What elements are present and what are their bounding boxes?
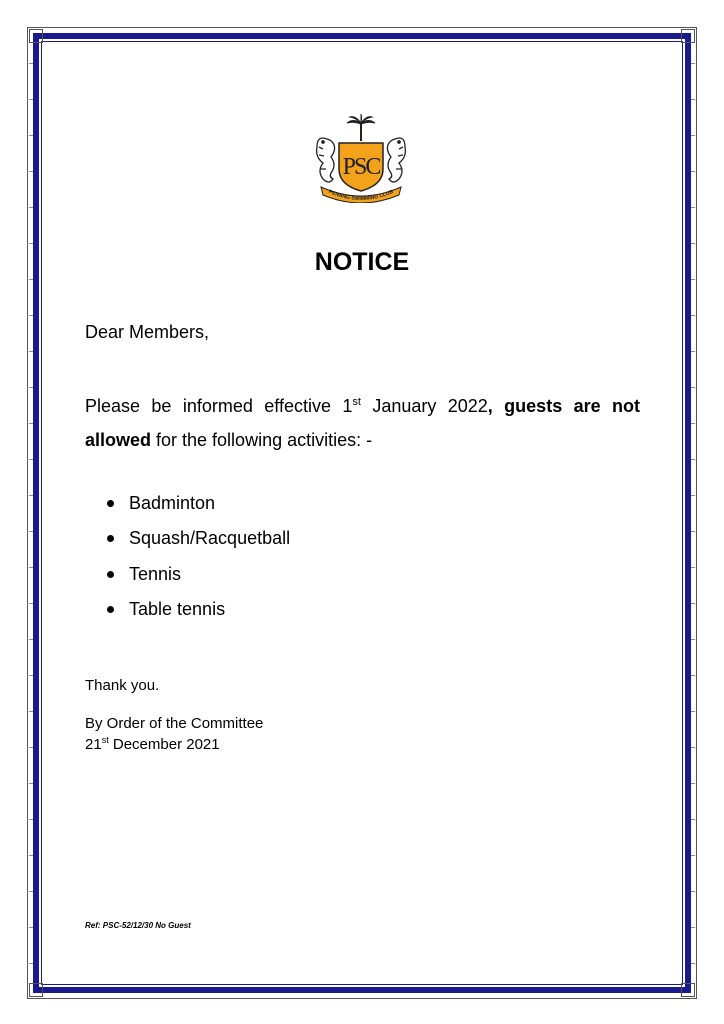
intro-paragraph (85, 389, 640, 457)
bullet-icon (107, 500, 114, 507)
thank-you-text: Thank you. (85, 677, 160, 694)
palm-tree-icon (347, 114, 375, 141)
notice-title: NOTICE (314, 248, 410, 276)
list-item: Squash/Racquetball (107, 527, 290, 562)
border-corner-top-right (681, 29, 695, 43)
notice-date: 21st December 2021 (85, 735, 220, 753)
border-corner-bottom-right (681, 983, 695, 997)
logo-club-name: PENANG SWIMMING CLUB (327, 189, 395, 203)
signoff-text: By Order of the Committee (85, 715, 264, 732)
logo-initials: PSC (342, 154, 380, 180)
border-corner-top-left (29, 29, 43, 43)
bullet-icon (107, 535, 114, 542)
intro-line-2: allowed for the following activities: - (85, 430, 373, 450)
greeting: Dear Members, (85, 322, 210, 342)
activity-list (107, 492, 290, 633)
border-corner-bottom-left (29, 983, 43, 997)
bullet-icon (107, 571, 114, 578)
reference-number: Ref: PSC-52/12/30 No Guest (85, 921, 191, 930)
club-logo (309, 113, 413, 203)
list-item: Badminton (107, 492, 290, 527)
intro-line-1: Please be informed effective 1st January 2022, guests are not (85, 396, 640, 416)
bullet-icon (107, 606, 114, 613)
list-item: Tennis (107, 563, 290, 598)
list-item: Table tennis (107, 598, 290, 633)
seahorse-left-icon (317, 138, 335, 182)
seahorse-right-icon (387, 138, 405, 182)
